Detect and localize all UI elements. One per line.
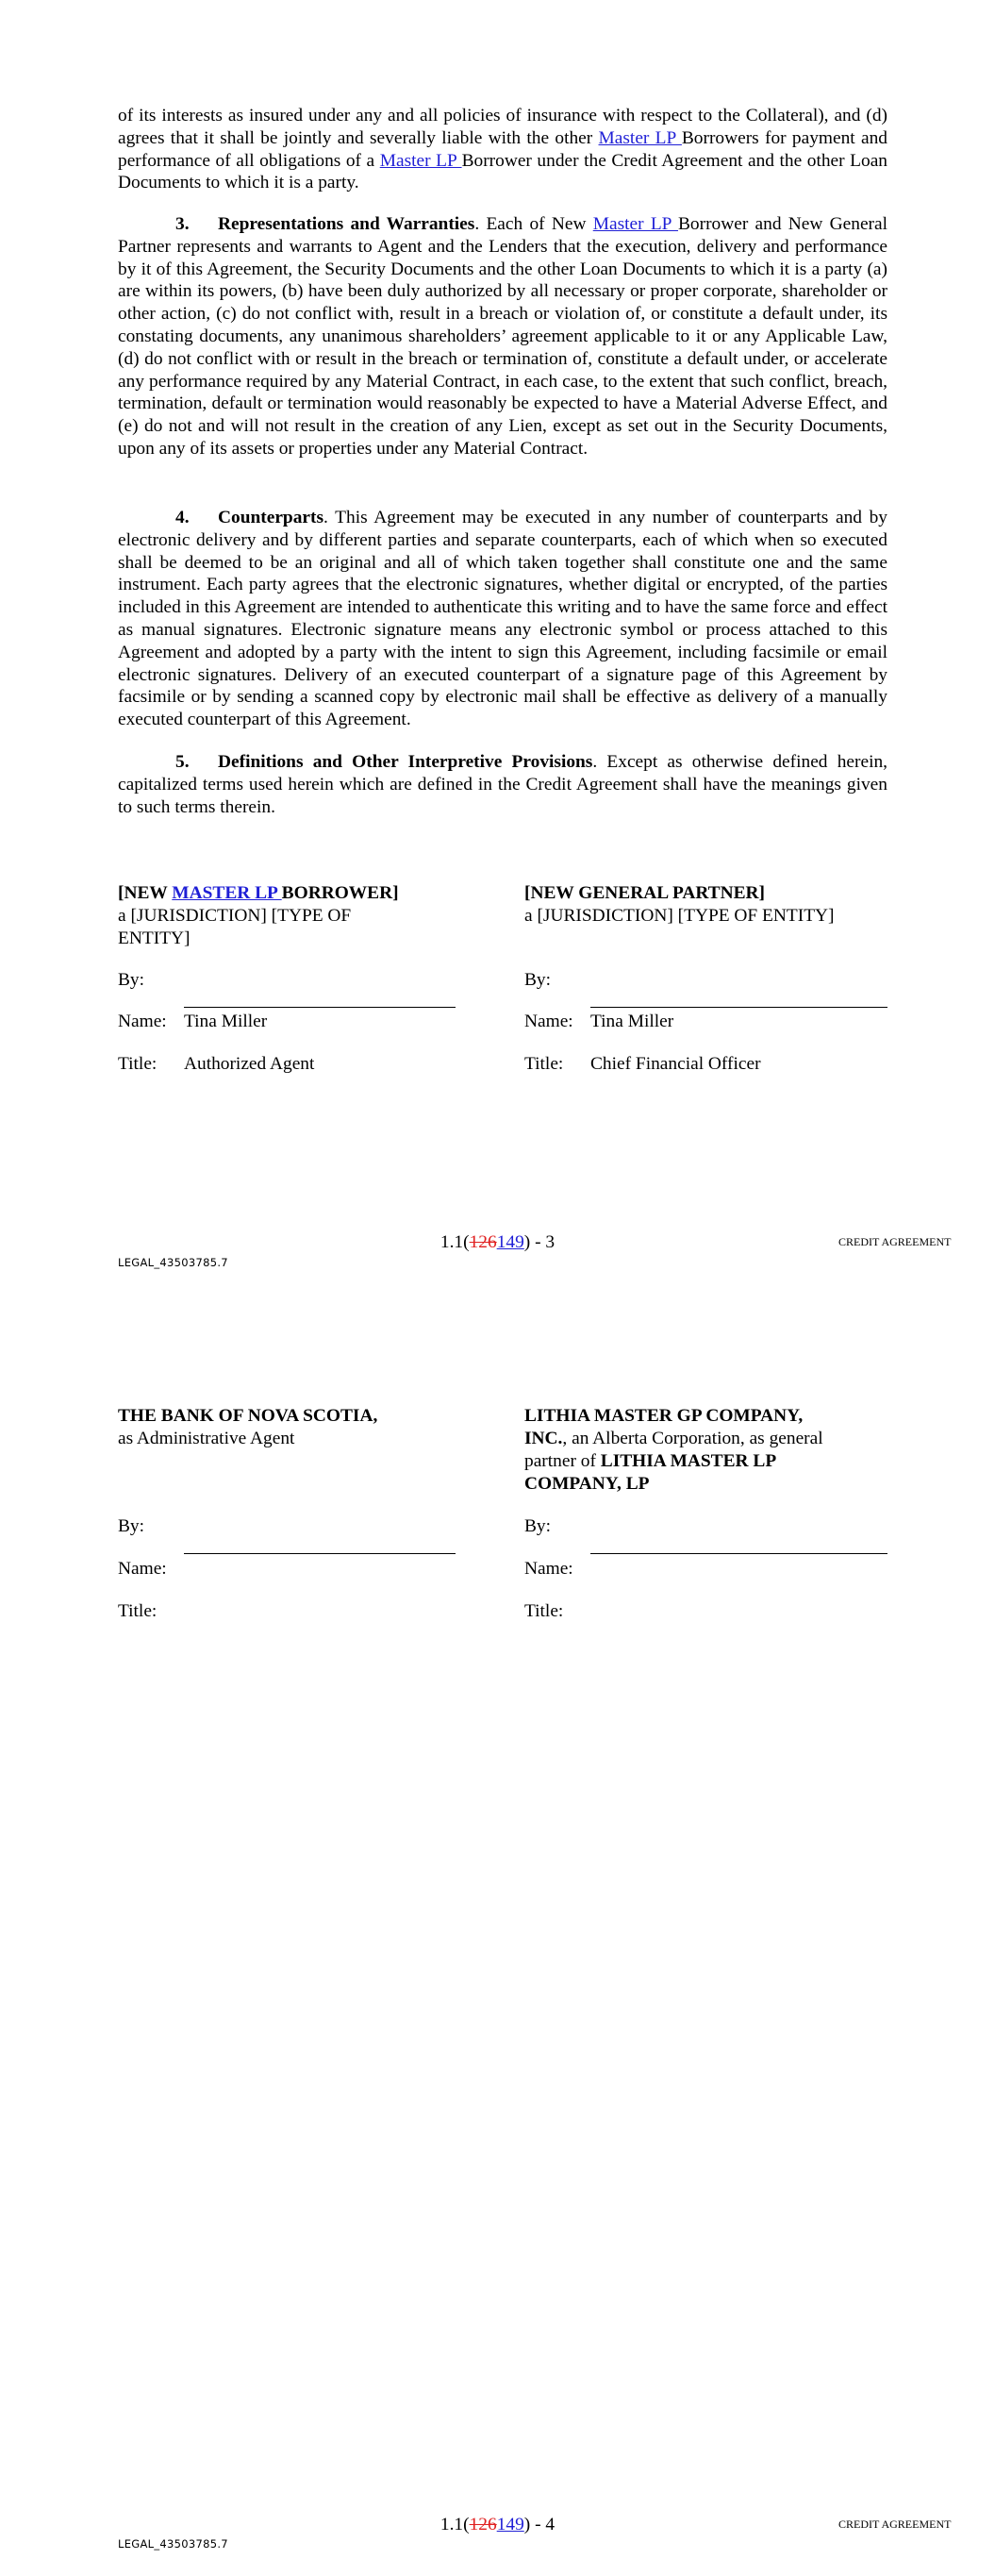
title-value: Chief Financial Officer (590, 1054, 761, 1074)
title-row (524, 1053, 761, 1076)
inserted-text: 149 (496, 2515, 524, 2534)
inserted-text: Master LP (379, 150, 462, 171)
signature-line (590, 1007, 887, 1008)
signature-subheading: INC., an Alberta Corporation, as general (524, 1429, 823, 1448)
title-label: Title: (118, 1601, 158, 1621)
page-number: 1.1(126149) - 3 (439, 1232, 556, 1252)
signature-block-new-general-partner (524, 882, 887, 1080)
section-heading: Representations and Warranties (218, 214, 475, 234)
footer-document-title: CREDIT AGREEMENT (838, 2517, 952, 2531)
signature-block-new-borrower (118, 882, 457, 1080)
section-4-counterparts (118, 507, 887, 731)
deleted-text: 126 (469, 1232, 497, 1252)
section-number: 4. (175, 508, 190, 527)
by-label: By: (118, 1516, 145, 1536)
name-label: Name: (524, 1012, 573, 1031)
inserted-text: Master LP (598, 127, 682, 148)
title-label: Title: (524, 1601, 564, 1621)
section-3-representations (118, 213, 887, 460)
signature-heading: LITHIA MASTER GP COMPANY, (524, 1406, 804, 1426)
name-value: Tina Miller (590, 1012, 674, 1031)
name-label: Name: (118, 1559, 167, 1579)
signature-block-administrative-agent (118, 1405, 457, 1621)
signature-block-lithia-master-gp (524, 1405, 887, 1631)
section-5-definitions (118, 751, 887, 818)
inserted-text: Master LP (592, 214, 678, 234)
signature-line (184, 1553, 456, 1554)
by-label: By: (524, 970, 552, 990)
title-label: Title: (118, 1054, 158, 1074)
deleted-text: 126 (469, 2515, 497, 2534)
name-label: Name: (524, 1559, 573, 1579)
page-4 (0, 1288, 995, 2576)
paragraph-continuation (118, 105, 887, 194)
section-number: 3. (175, 214, 190, 234)
section-number: 5. (175, 752, 190, 772)
footer-document-title: CREDIT AGREEMENT (838, 1235, 952, 1248)
signature-line (590, 1553, 887, 1554)
signature-subheading: as Administrative Agent (118, 1429, 295, 1448)
text-run: Borrower and New General Partner represents and warrants to Agent and the Lenders that the execution, delivery and performance by it of this Agreement, the Security Documents and the other Loan Documents to which it is a party (a) are within its powers, (b) have been duly authorized by all necessary or proper corporate, shareholder or other action, (c) do not conflict with, result in a breach or violation of, or constitute a default under, its constating documents, any unanimous shareholders’ agreement applicable to it or any Applicable Law, (d) do not conflict with or result in the breach or termination of, constitute a default under, or accelerate any performance required by any Material Contract, in each case, to the extent that such conflict, breach, termination, default or termination would reasonably be expected to have a Material Adverse Effect, and (e) do not and will not result in the creation of any Lien, except as set out in the Security Documents, upon any of its assets or properties under any Material Contract. (118, 214, 888, 459)
text-run: . Except as otherwise defined herein, capitalized terms used herein which are defined in the Credit Agreement shall have the meanings given to such terms therein. (118, 752, 887, 817)
text-run: . This Agreement may be executed in any number of counterparts and by electronic delivery and by different parties and separate counterparts, each of which when so executed shall be deemed to be an original and all of which taken together shall constitute one and the same instrument. Each party agrees that the electronic signatures, whether digital or encrypted, of the parties included in this Agreement are intended to authenticate this writing and to have the same force and effect as manual signatures. Electronic signature means any electronic symbol or process attached to this Agreement and adopted by a party with the intent to sign this Agreement, including facsimile or email electronic signatures. Delivery of an executed counterpart of a signature page of this Agreement by facsimile or by sending a scanned copy by electronic mail shall be effective as delivery of a manually executed counterpart of this Agreement. (118, 508, 887, 730)
signature-subheading: a [JURISDICTION] [TYPE OF (118, 906, 352, 926)
name-label: Name: (118, 1012, 167, 1031)
section-heading: Definitions and Other Interpretive Provisions (218, 752, 593, 772)
inserted-text: 149 (496, 1232, 524, 1252)
signature-heading: [NEW GENERAL PARTNER] (524, 883, 766, 903)
text-run: . Each of New (474, 214, 593, 234)
footer-document-id: LEGAL_43503785.7 (118, 1256, 228, 1269)
text-run: of its interests as insured under any and all policies of insurance with respect to the Collateral), and (d) agrees that it shall be jointly and severally liable with the other (118, 106, 887, 148)
title-value: Authorized Agent (184, 1054, 315, 1074)
signature-subheading: a [JURISDICTION] [TYPE OF ENTITY] (524, 906, 835, 926)
signature-subheading: ENTITY] (118, 928, 191, 948)
title-label: Title: (524, 1054, 564, 1074)
name-row (524, 1011, 673, 1033)
section-heading: Counterparts (218, 508, 324, 527)
by-label: By: (524, 1516, 552, 1536)
signature-subheading: COMPANY, LP (524, 1474, 650, 1494)
by-label: By: (118, 970, 145, 990)
title-row (118, 1053, 314, 1076)
signature-heading: THE BANK OF NOVA SCOTIA, (118, 1406, 378, 1426)
page-number: 1.1(126149) - 4 (439, 2515, 556, 2534)
signature-subheading: partner of LITHIA MASTER LP (524, 1451, 777, 1471)
name-value: Tina Miller (184, 1012, 268, 1031)
text-run: Borrower under the Credit Agreement and the other Loan Documents to which it is a party. (118, 150, 887, 193)
signature-line (184, 1007, 456, 1008)
signature-heading: [NEW MASTER LP BORROWER] (118, 883, 399, 903)
text-run: Borrowers for payment and performance of all obligations of a (118, 127, 887, 171)
inserted-text: MASTER LP (172, 883, 282, 903)
name-row (118, 1011, 267, 1033)
footer-document-id: LEGAL_43503785.7 (118, 2537, 228, 2551)
